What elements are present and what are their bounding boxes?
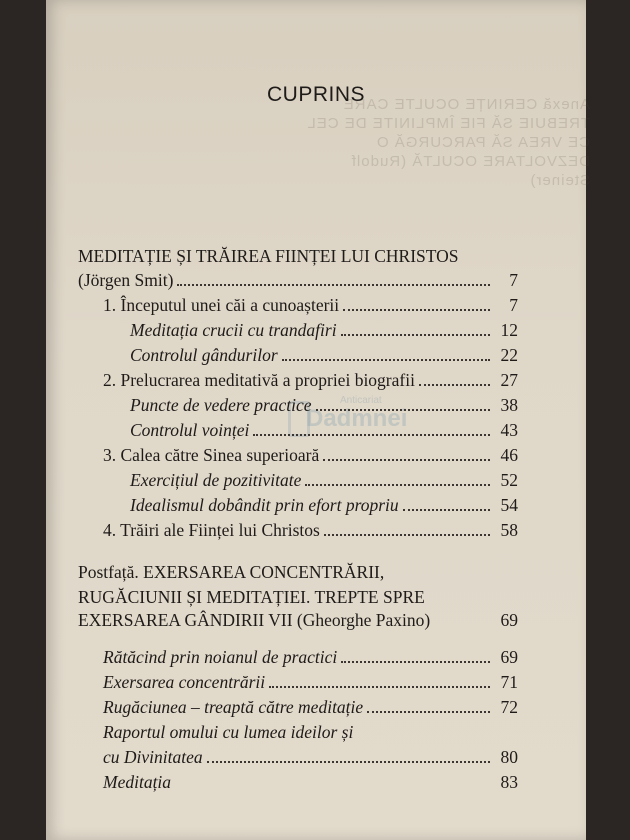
leader-dots — [343, 309, 490, 311]
toc-entry[interactable] — [103, 668, 518, 696]
toc-entry[interactable] — [103, 366, 518, 394]
page-number: 80 — [500, 747, 518, 767]
leader-dots — [305, 484, 490, 486]
toc-entry-title: Controlul gândurilor — [130, 345, 278, 365]
watermark-big-text: Dadmnei — [306, 405, 408, 432]
toc-entry[interactable] — [130, 316, 518, 344]
toc-entry-title: Exersarea concentrării — [103, 672, 266, 692]
leader-dots — [177, 284, 490, 286]
toc-entry-title: Meditația — [103, 772, 172, 792]
toc-entry[interactable] — [103, 718, 518, 746]
toc-entry-title: Exercițiul de pozitivitate — [130, 470, 302, 490]
page-number: 38 — [500, 395, 518, 415]
page-title: CUPRINS — [266, 83, 365, 106]
leader-dots — [207, 761, 490, 763]
page-number: 58 — [500, 520, 518, 540]
leader-dots — [341, 334, 490, 336]
page-number: 71 — [500, 672, 518, 692]
page-number: 43 — [500, 420, 518, 440]
page-number: 27 — [500, 370, 518, 390]
page-number: 69 — [500, 647, 518, 667]
toc-entry-title: Idealismul dobândit prin efort propriu — [130, 495, 399, 515]
toc-entry[interactable] — [130, 416, 518, 444]
toc-entry-title: 2. Prelucrarea meditativă a propriei biografii — [103, 370, 415, 390]
toc-entry[interactable] — [130, 491, 518, 519]
show-through-text: Anexă CERINȚE OCULTE CARE TREBUIE SĂ FIE ÎMPLINITE DE CEL CE VREA SĂ PARCURGĂ O DEZVOLTARE OCULTĂ (Rudolf Steiner) — [307, 96, 590, 189]
toc-entry[interactable] — [103, 441, 518, 469]
toc-entry[interactable] — [130, 466, 518, 494]
toc-entry-title: Puncte de vedere practice — [130, 395, 312, 415]
leader-dots — [367, 711, 490, 713]
toc-entry[interactable] — [103, 291, 518, 319]
toc-entry-title: Rătăcind prin noianul de practici — [103, 647, 338, 667]
page-number: 12 — [500, 320, 518, 340]
toc-entry-title: 4. Trăiri ale Ființei lui Christos — [103, 520, 320, 540]
page-number: 83 — [500, 772, 518, 792]
leader-dots — [403, 509, 490, 511]
toc-entry[interactable] — [103, 693, 518, 721]
section1-author-line — [78, 266, 518, 294]
page-number: 22 — [500, 345, 518, 365]
toc-entry[interactable] — [130, 391, 518, 419]
toc-entry-title: Controlul voinței — [130, 420, 250, 440]
toc-entry[interactable] — [103, 768, 518, 796]
leader-dots — [269, 686, 490, 688]
toc-entry[interactable] — [103, 516, 518, 544]
toc-entry[interactable] — [130, 341, 518, 369]
page-number: 69 — [500, 610, 518, 630]
leader-dots — [323, 459, 490, 461]
leader-dots — [282, 359, 490, 361]
page-number: 7 — [509, 270, 518, 290]
leader-dots — [316, 409, 490, 411]
leader-dots — [419, 384, 490, 386]
section1-heading: MEDITAȚIE ȘI TRĂIREA FIINȚEI LUI CHRISTOS — [78, 246, 459, 266]
page-number: 7 — [509, 295, 518, 315]
toc-entry-title: Raportul omului cu lumea ideilor și — [103, 722, 354, 742]
page-number: 46 — [500, 445, 518, 465]
leader-dots — [253, 434, 490, 436]
leader-dots — [324, 534, 490, 536]
toc-entry-title: EXERSAREA GÂNDIRII VII (Gheorghe Paxino) — [78, 610, 431, 630]
page-number: 52 — [500, 470, 518, 490]
watermark-small-text: Anticariat — [340, 395, 382, 406]
toc-entry-title: 1. Începutul unei căi a cunoașterii — [103, 295, 340, 315]
section1-author: (Jörgen Smit) — [78, 270, 174, 290]
toc-entry-title: Rugăciunea – treaptă către meditație — [103, 697, 364, 717]
toc-entry-title: cu Divinitatea — [103, 747, 203, 767]
toc-entry-title: Meditația crucii cu trandafiri — [130, 320, 337, 340]
toc-entry[interactable] — [103, 643, 518, 671]
section2-heading-line1: Postfață. EXERSAREA CONCENTRĂRII, — [78, 562, 385, 582]
toc-entry-title: 3. Calea către Sinea superioară — [103, 445, 320, 465]
section2-heading-line2: RUGĂCIUNII ȘI MEDITAȚIEI. TREPTE SPRE — [78, 587, 425, 607]
leader-dots — [341, 661, 490, 663]
toc-entry[interactable] — [103, 743, 518, 771]
page-number: 72 — [500, 697, 518, 717]
page-number: 54 — [500, 495, 518, 515]
section2-heading-line3[interactable] — [78, 606, 518, 634]
